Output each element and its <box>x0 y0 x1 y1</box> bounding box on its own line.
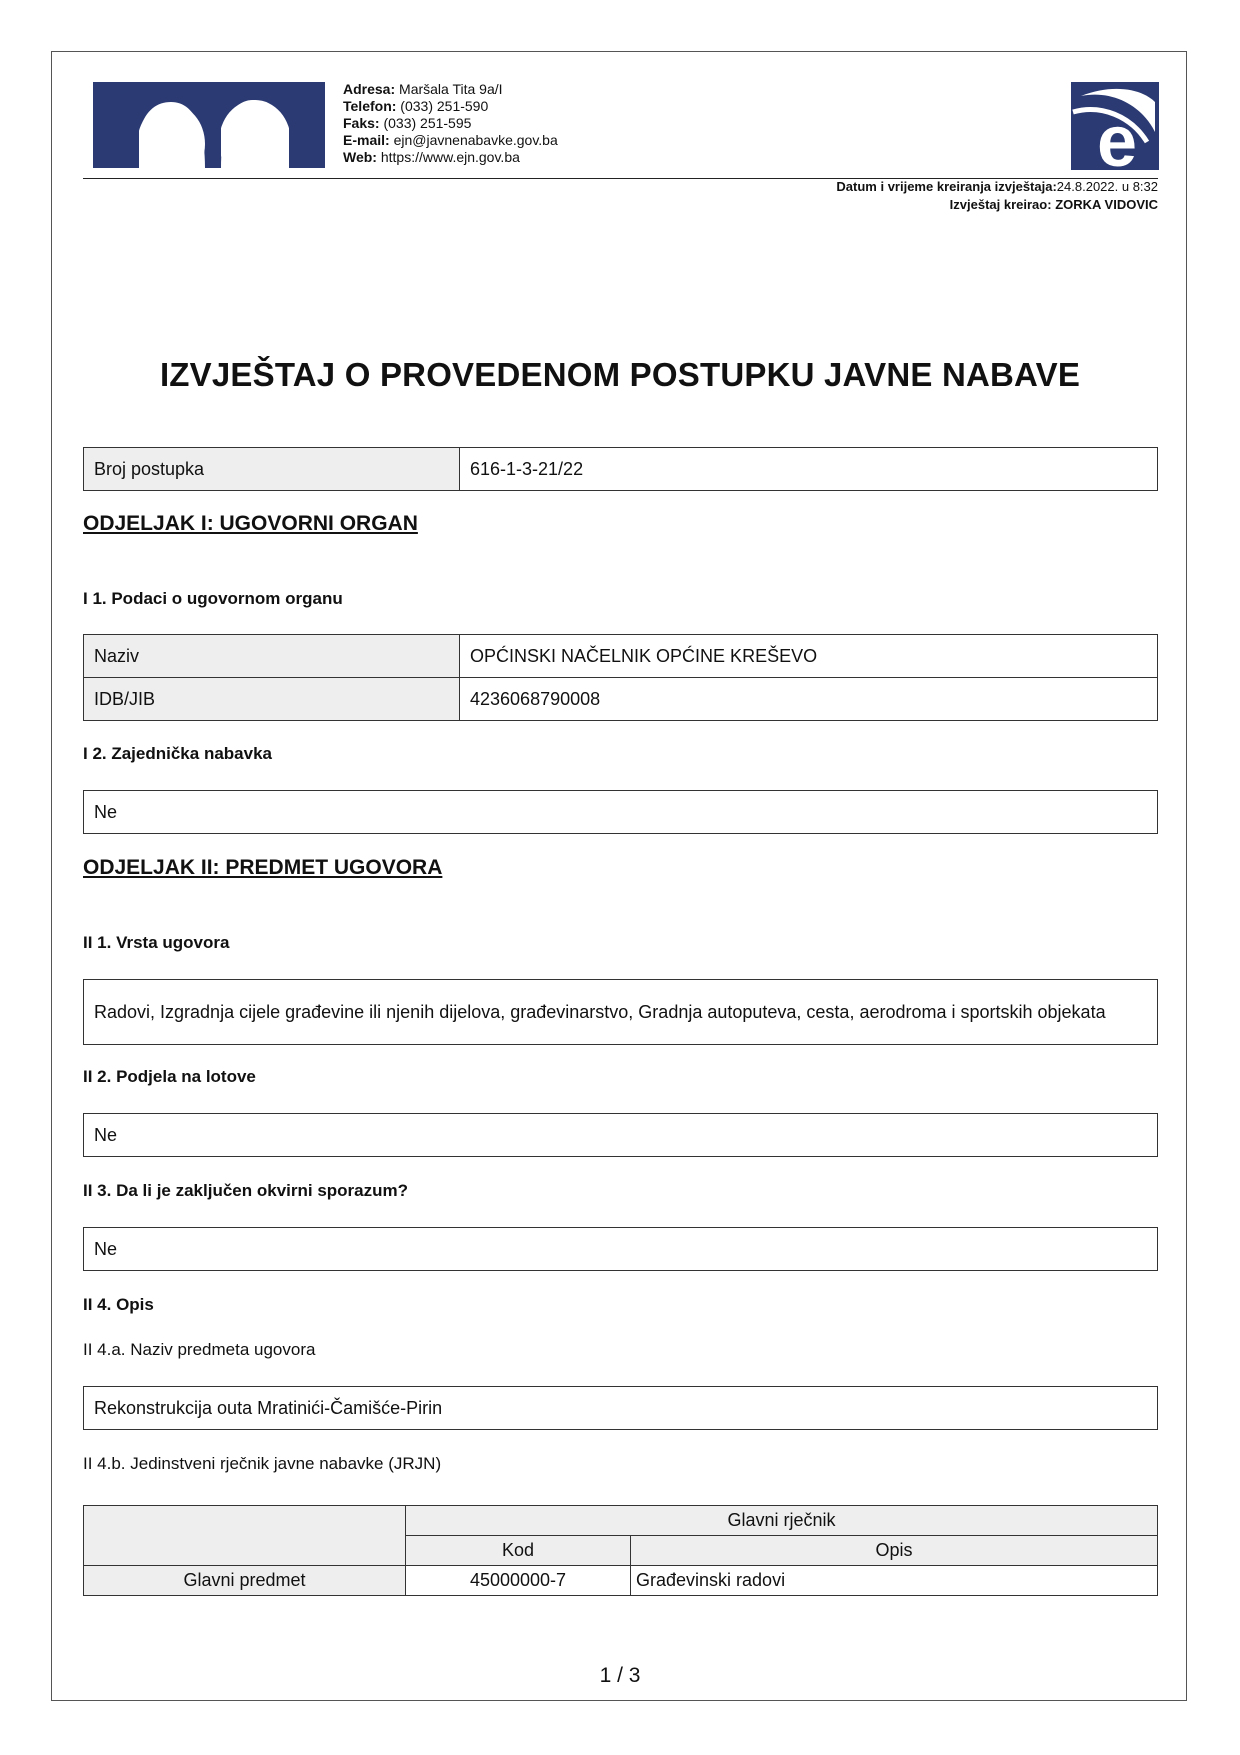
report-author: Izvještaj kreirao: ZORKA VIDOVIC <box>949 197 1158 212</box>
page-number: 1 / 3 <box>599 1664 641 1687</box>
authority-name-value: OPĆINSKI NAČELNIK OPĆINE KREŠEVO <box>470 645 818 666</box>
contact-web: Web: https://www.ejn.gov.ba <box>343 149 520 165</box>
jrjn-code-header: Kod <box>406 1536 631 1566</box>
section1-heading: ODJELJAK I: UGOVORNI ORGAN <box>83 512 418 535</box>
contact-address: Adresa: Maršala Tita 9a/I <box>343 81 503 97</box>
jrjn-empty-header <box>84 1506 406 1566</box>
contract-subject-box <box>83 1386 1158 1430</box>
section1-sub1: I 1. Podaci o ugovornom organu <box>83 589 343 608</box>
section2-sub1: II 1. Vrsta ugovora <box>83 933 230 952</box>
section1-sub2: I 2. Zajednička nabavka <box>83 744 272 763</box>
section2-heading: ODJELJAK II: PREDMET UGOVORA <box>83 856 443 879</box>
section2-sub4b: II 4.b. Jedinstveni rječnik javne nabavke (JRJN) <box>83 1454 442 1473</box>
contact-fax: Faks: (033) 251-595 <box>343 115 472 131</box>
authority-id-value: 4236068790008 <box>470 688 601 709</box>
authority-name-label: Naziv <box>84 635 460 677</box>
procedure-number-label: Broj postupka <box>84 448 460 490</box>
jrjn-group-header: Glavni rječnik <box>406 1506 1158 1536</box>
section2-sub2: II 2. Podjela na lotove <box>83 1067 256 1086</box>
joint-procurement-value: Ne <box>94 802 118 822</box>
framework-agreement-value: Ne <box>94 1239 118 1259</box>
jrjn-desc-header: Opis <box>631 1536 1158 1566</box>
ejn-right-logo <box>1071 82 1159 170</box>
framework-agreement-box <box>83 1227 1158 1271</box>
section2-sub3: II 3. Da li je zaključen okvirni sporazum? <box>83 1181 408 1200</box>
report-created: Datum i vrijeme kreiranja izvještaja:24.8.2022. u 8:32 <box>836 179 1158 194</box>
joint-procurement-box <box>83 790 1158 834</box>
section2-sub4: II 4. Opis <box>83 1295 154 1314</box>
lots-box <box>83 1113 1158 1157</box>
jrjn-table <box>83 1505 1158 1596</box>
ejn-left-logo <box>93 82 325 168</box>
contract-type-box <box>83 979 1158 1045</box>
contact-phone: Telefon: (033) 251-590 <box>343 98 489 114</box>
jrjn-desc: Građevinski radovi <box>631 1566 1158 1596</box>
procedure-number-box <box>83 447 1158 491</box>
procedure-number-value: 616-1-3-21/22 <box>470 458 584 479</box>
jrjn-row-label: Glavni predmet <box>84 1566 406 1596</box>
jrjn-code: 45000000-7 <box>406 1566 631 1596</box>
contract-type-value: Radovi, Izgradnja cijele građevine ili njenih dijelova, građevinarstvo, Gradnja autoputeva, cesta, aerodroma i sportskih objekata <box>94 1002 1106 1022</box>
contact-block <box>343 81 558 166</box>
contracting-authority-table <box>83 634 1158 721</box>
contract-subject-value: Rekonstrukcija outa Mratinići-Čamišće-Pirin <box>94 1398 443 1418</box>
section2-sub4a: II 4.a. Naziv predmeta ugovora <box>83 1340 316 1359</box>
lots-value: Ne <box>94 1125 118 1145</box>
page-title: IZVJEŠTAJ O PROVEDENOM POSTUPKU JAVNE NABAVE <box>159 356 1081 393</box>
contact-email: E-mail: ejn@javnenabavke.gov.ba <box>343 132 558 148</box>
authority-id-label: IDB/JIB <box>84 678 460 720</box>
logo-letter: e <box>1096 102 1138 170</box>
report-meta <box>836 178 1158 214</box>
